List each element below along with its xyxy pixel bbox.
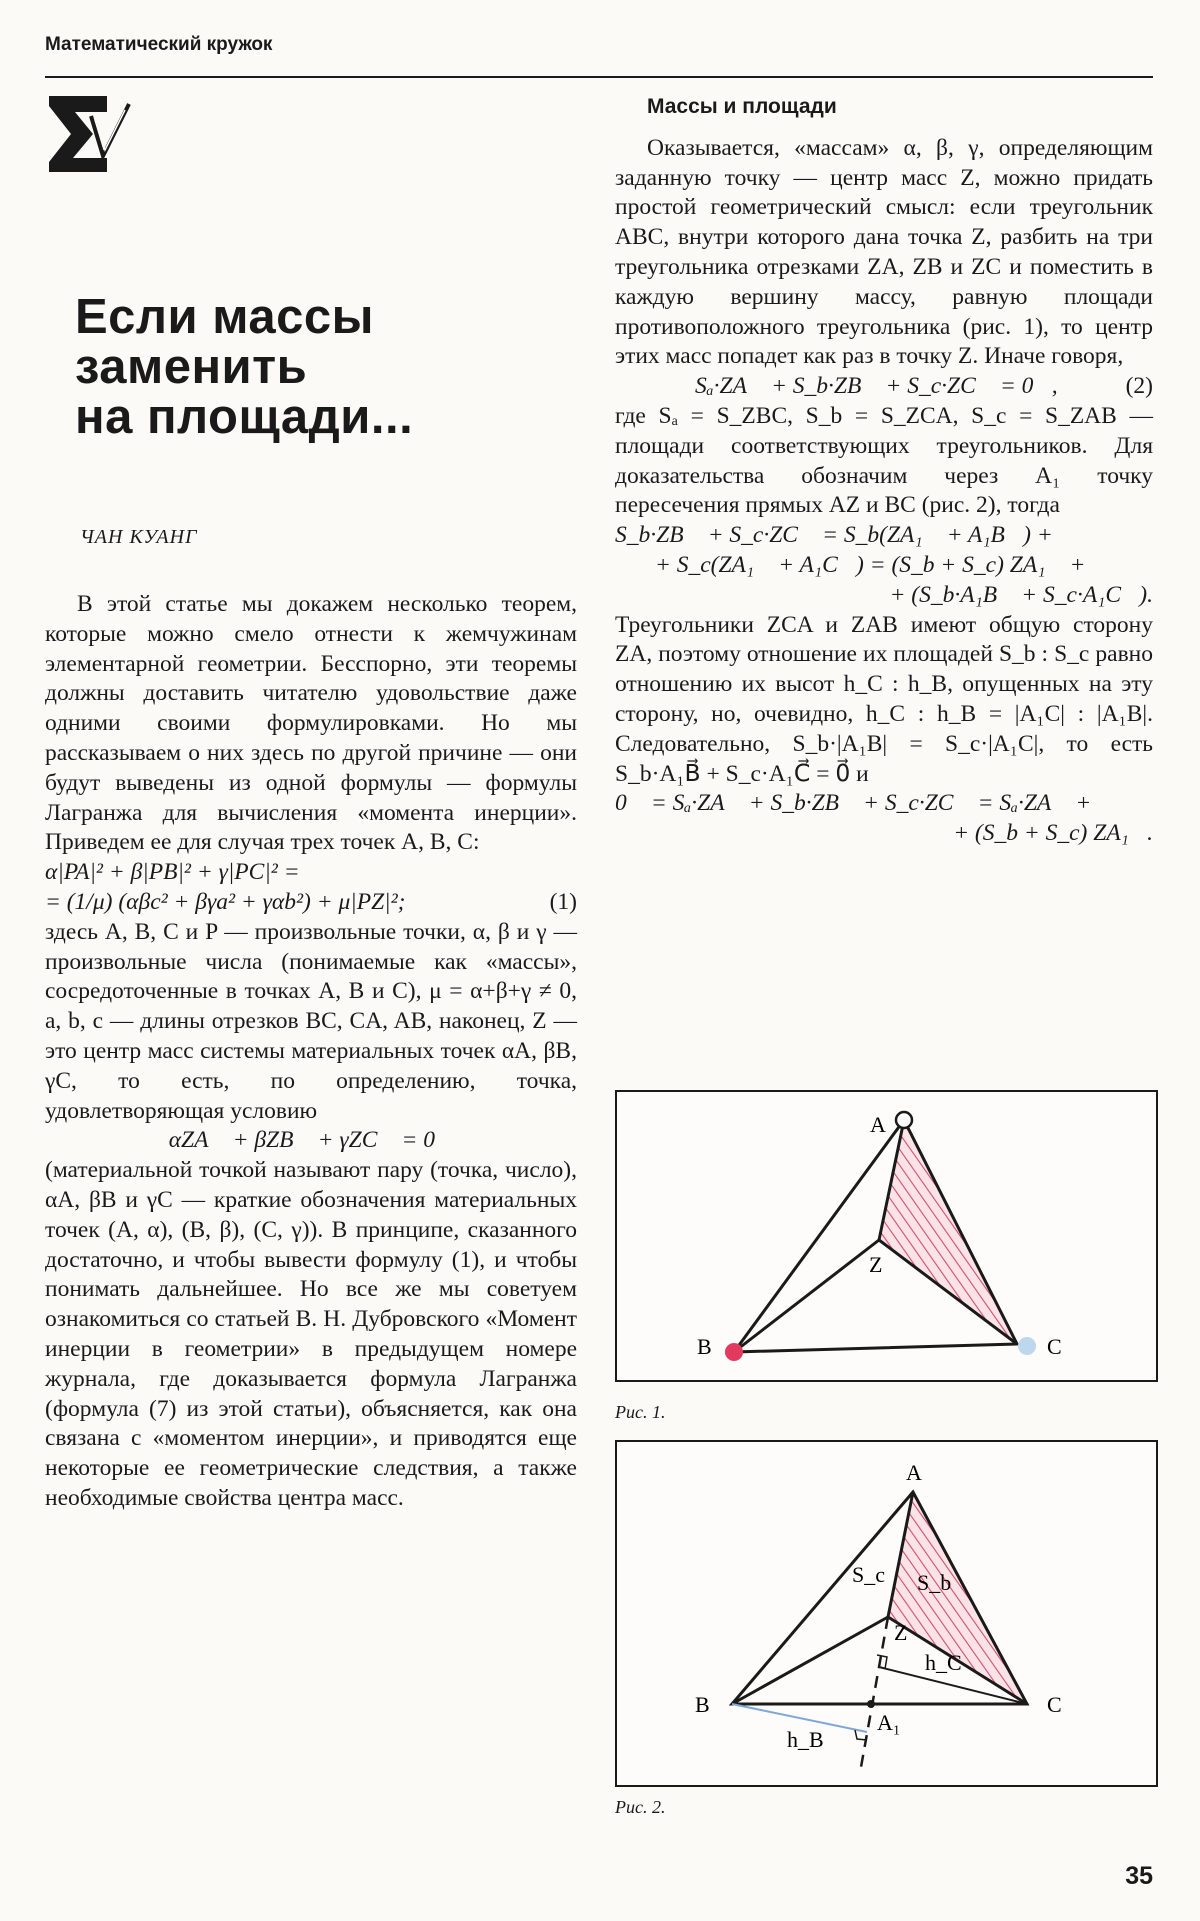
header-rule — [45, 76, 1153, 78]
label-hc: h_C — [925, 1650, 962, 1675]
left-column — [45, 590, 577, 1514]
label-a: A — [906, 1460, 922, 1485]
point-b-marker — [725, 1343, 743, 1361]
hatched-triangle-zca — [879, 1120, 1017, 1344]
label-b: B — [697, 1334, 712, 1359]
label-a1: A₁ — [877, 1710, 901, 1735]
figure-2-diagram — [617, 1442, 1156, 1785]
masses-paragraph: Оказывается, «массам» α, β, γ, определяющим заданную точку — центр масс Z, можно придать простой геометрический смысл: если треугольник ABC, внутри которого дана точка Z, разбить на три треугольника отрезками ZA, ZB и ZC и поместить в каждую вершину массу, равную площади противоположного треугольника (рис. 1), то центр этих масс попадет как раз в точку Z. Иначе говоря, — [615, 134, 1153, 370]
label-z: Z — [894, 1620, 908, 1645]
figure-2 — [615, 1440, 1158, 1787]
label-sb: S_b — [917, 1570, 952, 1595]
title-line-1: Если массы — [75, 290, 374, 344]
label-c: C — [1047, 1692, 1062, 1717]
title-line-3: на площади... — [75, 390, 414, 444]
formula-3-line-3: + (S_b·A₁B⃗ + S_c·A₁C⃗). — [889, 581, 1153, 608]
material-point-paragraph: (материальной точкой называют пару (точка, число), αA, βB и γC — краткие обозначения материальных точек (A, α), (B, β), (C, γ)). В принципе, сказанного достаточно, и чтобы вывести формулу (1), и чтобы понимать дальнейшее. Но все же мы советуем ознакомиться со статьей В. Н. Дубровского «Момент инерции в геометрии» в предыдущем номере журнала, где доказывается формула Лагранжа (формула (7) из этой статьи), объясняется, как она связана с «моментом инерции», и приводятся еще некоторые ее геометрические следствия, а также необходимые свойства центра масс. — [45, 1157, 577, 1511]
section-heading: Массы и площади — [647, 95, 837, 118]
label-a: A — [870, 1112, 886, 1137]
formula-1-line-1: α|PA|² + β|PB|² + γ|PC|² = — [45, 859, 300, 886]
line-az-extension — [861, 1617, 888, 1767]
label-sc: S_c — [852, 1562, 885, 1587]
figure-1 — [615, 1090, 1158, 1382]
formula-4-line-1: 0⃗ = Sₐ·ZA⃗ + S_b·ZB⃗ + S_c·ZC⃗ = Sₐ·ZA⃗ + — [615, 790, 1092, 817]
center-of-mass-formula: αZA⃗ + βZB⃗ + γZC⃗ = 0⃗ — [168, 1127, 454, 1154]
label-b: B — [695, 1692, 710, 1717]
sigma-logo-icon — [45, 90, 135, 176]
formula-4-line-2: + (S_b + S_c) ZA₁⃗. — [953, 820, 1153, 847]
formula-1-number: (1) — [549, 888, 577, 915]
segment-zb — [732, 1617, 888, 1704]
figure-1-diagram — [617, 1092, 1156, 1380]
label-c: C — [1047, 1334, 1062, 1359]
segment-zb — [734, 1240, 879, 1352]
triangle-abc — [734, 1120, 1017, 1352]
figure-2-caption: Рис. 2. — [615, 1797, 666, 1817]
label-hb: h_B — [787, 1727, 824, 1752]
formula-2-body: Sₐ·ZA⃗ + S_b·ZB⃗ + S_c·ZC⃗ = 0⃗, — [695, 373, 1058, 400]
triangles-paragraph: Треугольники ZCA и ZAB имеют общую сторону ZA, поэтому отношение их площадей S_b : S_c равно отношению их высот h_C : h_B, опущенных на эту сторону, но, очевидно, h_C : h_B = |A₁C| : |A₁B|. Следовательно, S_b·|A₁B| = S_c·|A₁C|, то есть S_b·A₁B⃗ + S_c·A₁C⃗ = 0⃗ и — [615, 611, 1153, 787]
formula-1-line-2 — [45, 888, 577, 918]
point-a-marker — [896, 1112, 912, 1128]
formula-2-number: (2) — [1125, 373, 1153, 400]
article-title — [75, 292, 535, 442]
formula-2 — [615, 372, 1153, 402]
label-z: Z — [869, 1252, 883, 1277]
page-number: 35 — [1125, 1862, 1153, 1890]
formula-1-body: = (1/μ) (αβc² + βγa² + γαb²) + μ|PZ|²; — [45, 888, 406, 915]
figure-1-caption: Рис. 1. — [615, 1402, 666, 1422]
definitions-paragraph: здесь A, B, C и P — произвольные точки, α, β и γ — произвольные числа (понимаемые как «массы», сосредоточенные в точках A, B и C), μ = α+β+γ ≠ 0, a, b, c — длины отрезков BC, CA, AB, наконец, Z — это центр масс системы материальных точек αA, βB, γC, то есть, по определению, точка, удовлетворяющая условию — [45, 918, 577, 1124]
point-c-marker — [1018, 1337, 1036, 1355]
author-name: ЧАН КУАНГ — [80, 526, 198, 548]
formula-3-line-2: + S_c(ZA₁⃗ + A₁C⃗) = (S_b + S_c) ZA₁⃗ + — [655, 551, 1086, 578]
title-line-2: заменить — [75, 340, 308, 394]
proof-paragraph: где Sₐ = S_ZBC, S_b = S_ZCA, S_c = S_ZAB — площади соответствующих треугольников. Для доказательства обозначим через A₁ точку пересечения прямых AZ и BC (рис. 2), тогда — [615, 402, 1153, 519]
point-a1-marker — [867, 1700, 875, 1708]
intro-paragraph: В этой статье мы докажем несколько теорем, которые можно смело отнести к жемчужинам элементарной геометрии. Бесспорно, эти теоремы должны доставить читателю удовольствие даже одними своими формулировками. Но мы рассказываем о них здесь по другой причине — они будут выведены из одной формулы — формулы Лагранжа для вычисления «момента инерции». Приведем ее для случая трех точек A, B, C: — [45, 591, 577, 856]
right-column — [615, 92, 1153, 849]
running-header: Математический кружок — [45, 34, 273, 55]
formula-3-line-1: S_b·ZB⃗ + S_c·ZC⃗ = S_b(ZA₁⃗ + A₁B⃗) + — [615, 522, 1053, 549]
